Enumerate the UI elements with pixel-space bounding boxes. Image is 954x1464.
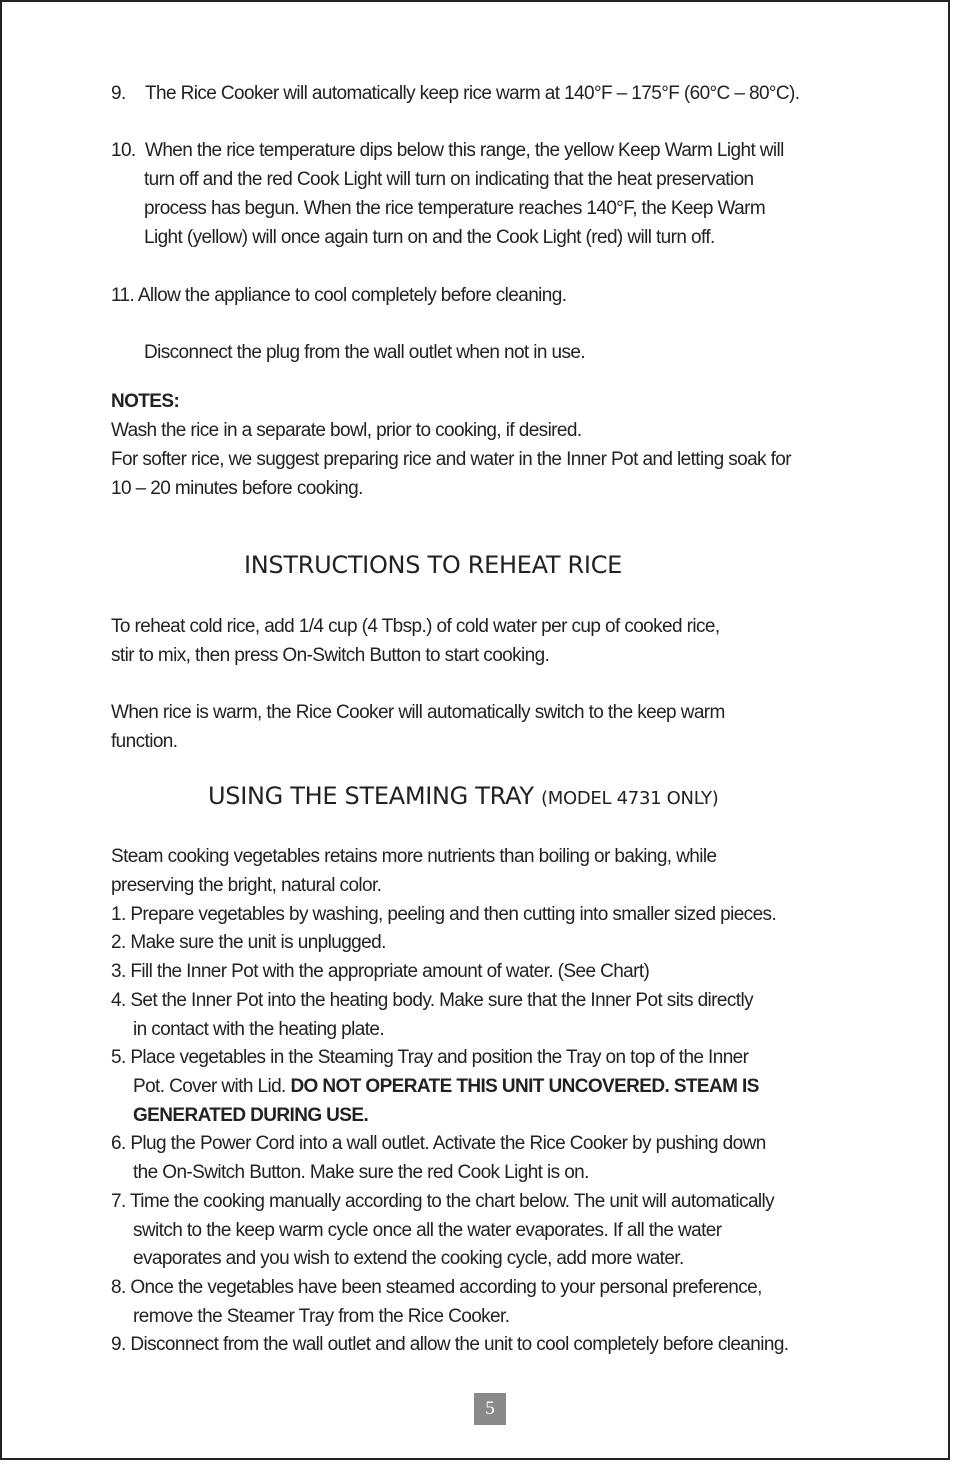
step-number: 6.: [111, 1133, 126, 1154]
step-1: [111, 901, 776, 930]
step-7-line-3: evaporates and you wish to extend the cooking cycle, add more water.: [133, 1248, 684, 1269]
step-text: Fill the Inner Pot with the appropriate amount of water. (See Chart): [130, 961, 650, 982]
step-number: 2.: [111, 932, 126, 953]
notes-line-1: Wash the rice in a separate bowl, prior to cooking, if desired.: [111, 420, 582, 441]
steam-intro-line-1: Steam cooking vegetables retains more nutrients than boiling or baking, while: [111, 846, 717, 867]
notes-label: NOTES:: [111, 391, 180, 412]
step-6: [111, 1130, 766, 1159]
step-7: [111, 1188, 774, 1217]
step-9: [111, 1331, 788, 1360]
step-text: Once the vegetables have been steamed according to your personal preference,: [130, 1277, 762, 1298]
notes-line-2: For softer rice, we suggest preparing rice and water in the Inner Pot and letting soak for: [111, 449, 791, 470]
reheat-heading: INSTRUCTIONS TO REHEAT RICE: [244, 551, 623, 579]
item-10-line-2: turn off and the red Cook Light will turn on indicating that the heat preservation: [144, 169, 754, 190]
steam-intro-line-2: preserving the bright, natural color.: [111, 875, 382, 896]
reheat-para1-line-1: To reheat cold rice, add 1/4 cup (4 Tbsp.) of cold water per cup of cooked rice,: [111, 616, 720, 637]
step-text: Time the cooking manually according to the chart below. The unit will automatically: [130, 1191, 775, 1212]
step-text: Make sure the unit is unplugged.: [130, 932, 386, 953]
item-10-number: 10.: [111, 140, 136, 161]
reheat-para2-line-2: function.: [111, 731, 178, 752]
step-text: Prepare vegetables by washing, peeling and then cutting into smaller sized pieces.: [130, 904, 777, 925]
item-11-number: 11.: [111, 285, 135, 306]
item-10-line-3: process has begun. When the rice temperature reaches 140°F, the Keep Warm: [144, 198, 766, 219]
notes-line-3: 10 – 20 minutes before cooking.: [111, 478, 363, 499]
step-text: Set the Inner Pot into the heating body. Make sure that the Inner Pot sits directly: [130, 990, 753, 1011]
step-5-warning: DO NOT OPERATE THIS UNIT UNCOVERED. STEAM IS: [290, 1076, 759, 1097]
steam-heading: [208, 782, 718, 810]
item-10-line-1: When the rice temperature dips below this range, the yellow Keep Warm Light will: [145, 140, 784, 161]
step-text: Place vegetables in the Steaming Tray and position the Tray on top of the Inner: [130, 1047, 749, 1068]
item-10: [111, 137, 784, 166]
step-text: Plug the Power Cord into a wall outlet. Activate the Rice Cooker by pushing down: [130, 1133, 766, 1154]
step-5: [111, 1044, 748, 1073]
step-3: [111, 958, 649, 987]
item-11: [111, 282, 566, 311]
step-number: 7.: [111, 1191, 126, 1212]
item-9-text: The Rice Cooker will automatically keep rice warm at 140°F – 175°F (60°C – 80°C).: [145, 83, 800, 104]
step-2: [111, 929, 386, 958]
step-number: 3.: [111, 961, 126, 982]
step-5-text: Pot. Cover with Lid.: [133, 1076, 286, 1097]
item-9-number: 9.: [111, 83, 126, 104]
step-8: [111, 1274, 762, 1303]
steam-heading-note: (MODEL 4731 ONLY): [541, 788, 719, 809]
item-10-line-4: Light (yellow) will once again turn on and the Cook Light (red) will turn off.: [144, 227, 715, 248]
step-7-line-2: switch to the keep warm cycle once all the water evaporates. If all the water: [133, 1220, 722, 1241]
item-9: [111, 80, 799, 109]
step-number: 4.: [111, 990, 126, 1011]
step-text: Disconnect from the wall outlet and allow the unit to cool completely before cleaning.: [130, 1334, 789, 1355]
reheat-para1-line-2: stir to mix, then press On-Switch Button to start cooking.: [111, 645, 550, 666]
item-11-text: Allow the appliance to cool completely before cleaning.: [137, 285, 567, 306]
step-5-warning-line-2: GENERATED DURING USE.: [133, 1105, 369, 1126]
step-5-line-2: [133, 1073, 759, 1102]
step-4-line-2: in contact with the heating plate.: [133, 1019, 385, 1040]
step-8-line-2: remove the Steamer Tray from the Rice Cooker.: [133, 1306, 510, 1327]
step-number: 1.: [111, 904, 126, 925]
item-11-extra: Disconnect the plug from the wall outlet when not in use.: [144, 342, 586, 363]
page-number: 5: [474, 1393, 506, 1425]
steam-heading-title: USING THE STEAMING TRAY: [208, 782, 534, 810]
step-6-line-2: the On-Switch Button. Make sure the red Cook Light is on.: [133, 1162, 589, 1183]
step-number: 8.: [111, 1277, 126, 1298]
step-number: 5.: [111, 1047, 126, 1068]
reheat-para2-line-1: When rice is warm, the Rice Cooker will automatically switch to the keep warm: [111, 702, 725, 723]
step-4: [111, 987, 753, 1016]
step-number: 9.: [111, 1334, 126, 1355]
